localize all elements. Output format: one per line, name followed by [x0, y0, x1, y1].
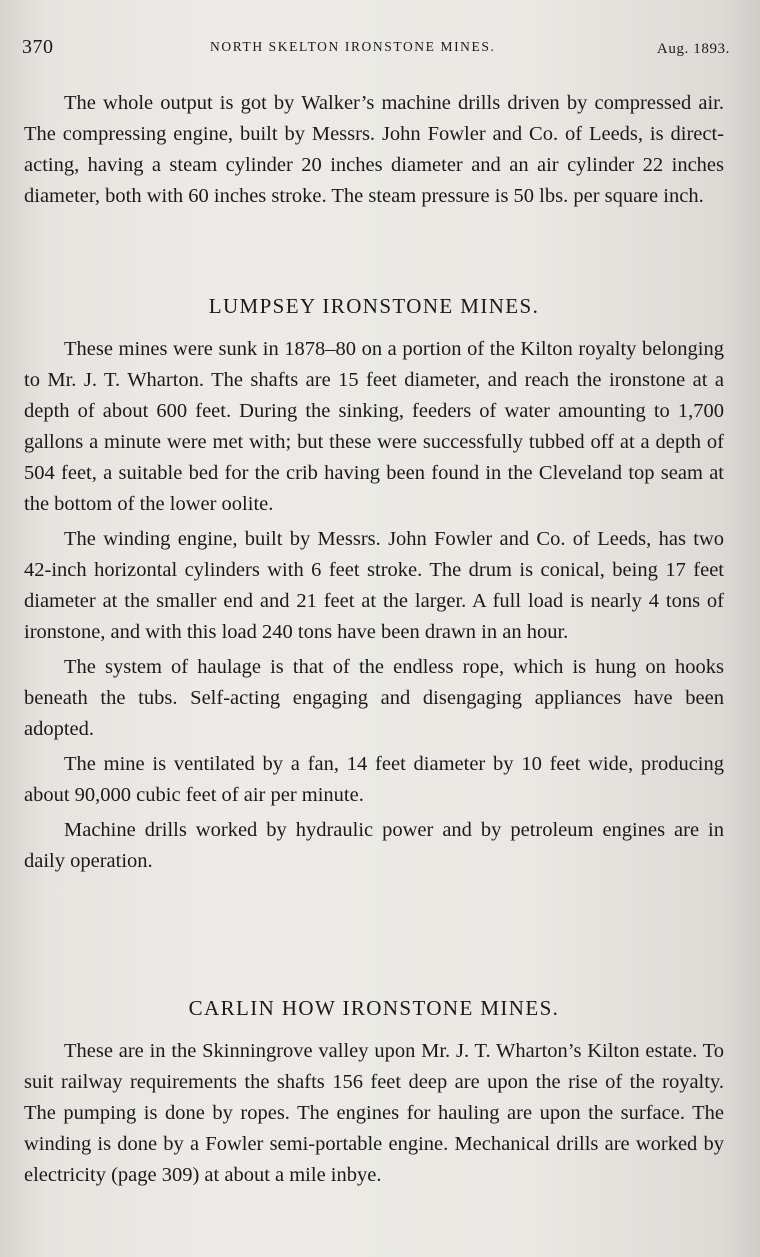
page-number: 370 [22, 36, 54, 58]
lumpsey-paragraph-1: These mines were sunk in 1878–80 on a portion of the Kilton royalty belonging to Mr. J. T. Wharton. The shafts are 15 feet diameter, and reach the ironstone at a depth of about 600 feet. During the sinking, feeders of water amounting to 1,700 gallons a minute were met with; but these were successfully tubbed off at a depth of 504 feet, a suitable bed for the crib having been found in the Cleveland top seam at the bottom of the lower oolite. [24, 338, 724, 515]
lumpsey-heading: LUMPSEY IRONSTONE MINES. [208, 294, 540, 318]
lumpsey-paragraph-3: The system of haulage is that of the endless rope, which is hung on hooks beneath the tubs. Self-acting engaging and disengaging appliances have been adopted. [24, 656, 724, 740]
running-date: Aug. 1893. [656, 41, 730, 57]
lumpsey-paragraph-4: The mine is ventilated by a fan, 14 feet diameter by 10 feet wide, producing about 90,000 cubic feet of air per minute. [24, 753, 724, 806]
running-title: NORTH SKELTON IRONSTONE MINES. [210, 39, 496, 54]
carlin-section [24, 1036, 724, 1195]
lumpsey-paragraph-5: Machine drills worked by hydraulic power and by petroleum engines are in daily operation. [24, 819, 724, 872]
lumpsey-paragraph-2: The winding engine, built by Messrs. John Fowler and Co. of Leeds, has two 42-inch horizontal cylinders with 6 feet stroke. The drum is conical, being 17 feet diameter at the smaller end and 21 feet at the larger. A full load is nearly 4 tons of ironstone, and with this load 240 tons have been drawn in an hour. [24, 528, 724, 643]
running-head [22, 36, 734, 60]
intro-section [24, 88, 724, 216]
carlin-paragraph: These are in the Skinningrove valley upon Mr. J. T. Wharton’s Kilton estate. To suit railway requirements the shafts 156 feet deep are upon the rise of the royalty. The pumping is done by ropes. The engines for hauling are upon the surface. The winding is done by a Fowler semi-portable engine. Mechanical drills are worked by electricity (page 309) at about a mile inbye. [24, 1040, 724, 1186]
lumpsey-section [24, 334, 724, 881]
carlin-heading: CARLIN HOW IRONSTONE MINES. [188, 996, 560, 1020]
intro-paragraph: The whole output is got by Walker’s machine drills driven by compressed air. The compressing engine, built by Messrs. John Fowler and Co. of Leeds, is direct-acting, having a steam cylinder 20 inches diameter and an air cylinder 22 inches diameter, both with 60 inches stroke. The steam pressure is 50 lbs. per square inch. [24, 92, 724, 207]
